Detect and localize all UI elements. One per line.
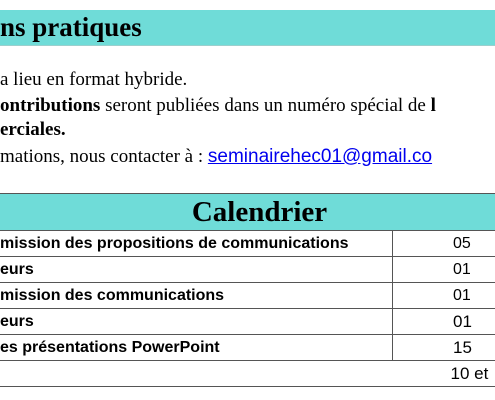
event-cell — [0, 361, 393, 387]
contributions-bold: ontributions — [0, 95, 101, 116]
table-row — [0, 335, 495, 361]
contact-line — [0, 146, 432, 168]
date-cell: 05 — [393, 231, 495, 257]
format-line — [0, 69, 187, 91]
practical-info-heading: ns pratiques — [0, 12, 142, 42]
table-row — [0, 231, 495, 257]
format-text: a lieu en format hybride. — [0, 69, 188, 90]
publication-text: seront publiées dans un numéro spécial de — [100, 95, 431, 116]
calendar-heading: Calendrier — [191, 196, 328, 228]
date-cell: 15 — [393, 335, 495, 361]
contact-text: mations, nous contacter à : — [0, 146, 208, 167]
contact-email-link[interactable]: seminairehec01@gmail.co — [207, 146, 433, 167]
date-cell: 10 et — [393, 361, 495, 387]
calendar-table — [0, 231, 495, 387]
journal-name-end: erciales. — [0, 119, 66, 140]
event-cell: es présentations PowerPoint — [0, 335, 393, 361]
publication-line — [0, 95, 436, 117]
date-cell: 01 — [393, 283, 495, 309]
date-cell: 01 — [393, 309, 495, 335]
event-cell: mission des communications — [0, 283, 393, 309]
calendar-heading-bar — [0, 193, 495, 231]
date-cell: 01 — [393, 257, 495, 283]
table-row — [0, 283, 495, 309]
event-cell: mission des propositions de communications — [0, 231, 393, 257]
event-cell: eurs — [0, 257, 393, 283]
journal-name-start: l — [430, 95, 436, 116]
practical-info-heading-bar — [0, 10, 495, 46]
journal-line — [0, 119, 66, 141]
event-cell: eurs — [0, 309, 393, 335]
table-row — [0, 257, 495, 283]
table-row — [0, 361, 495, 387]
table-row — [0, 309, 495, 335]
